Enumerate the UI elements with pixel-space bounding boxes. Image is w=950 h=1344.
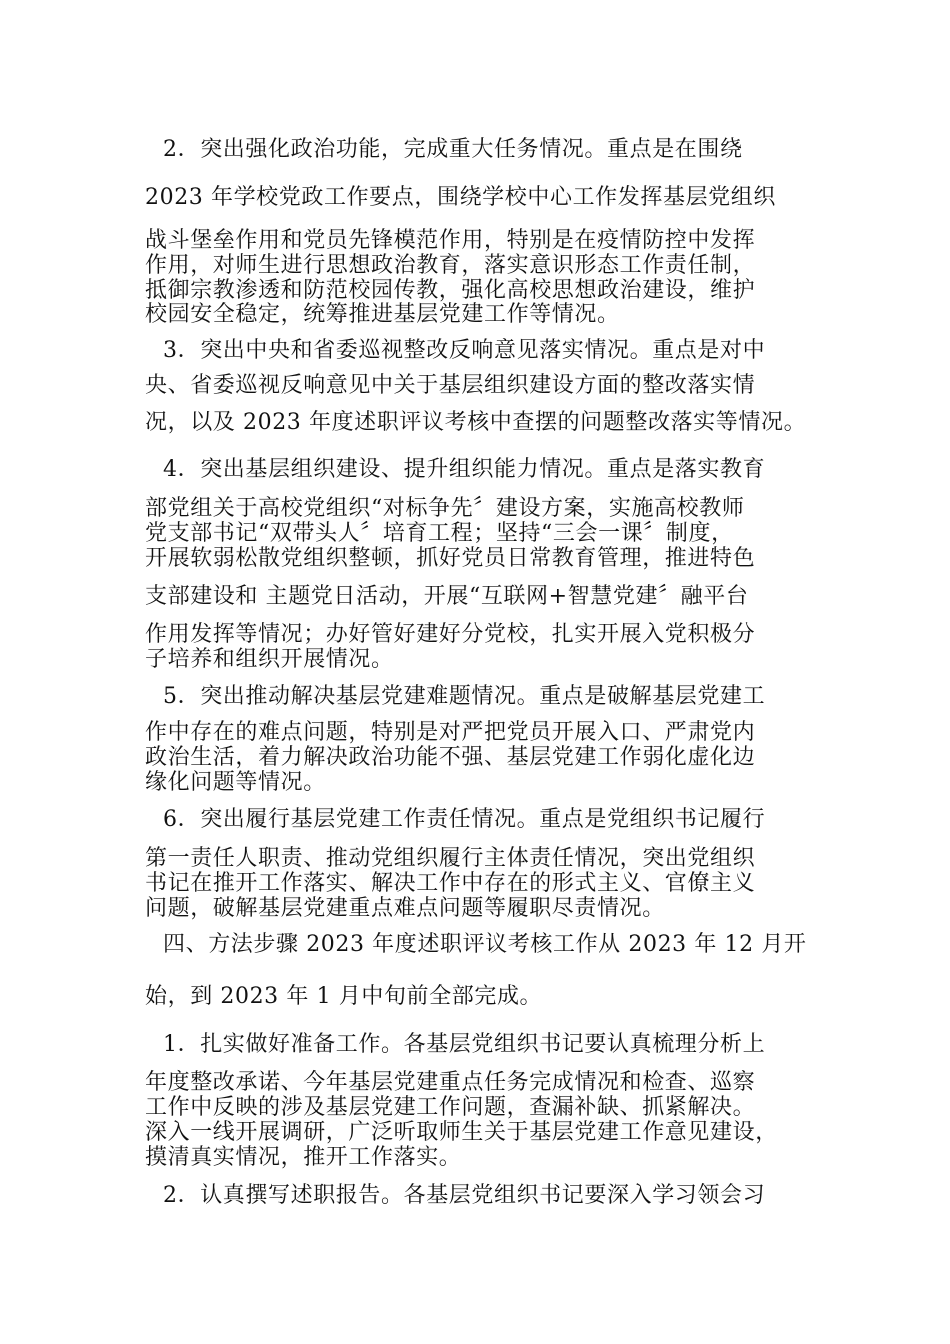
step-1-line-2: 年度整改承诺、今年基层党建重点任务完成情况和检查、巡察 [145, 1070, 756, 1095]
paragraph-6-line-1: 6．突出履行基层党建工作责任情况。重点是党组织书记履行 [163, 807, 766, 832]
step-1-line-5: 摸清真实情况，推开工作落实。 [145, 1145, 462, 1170]
paragraph-2-line-5: 抵御宗教渗透和防范校园传教，强化高校思想政治建设，维护 [145, 278, 756, 303]
paragraph-3-line-3: 况，以及 2023 年度述职评议考核中查摆的问题整改落实等情况。 [145, 410, 807, 435]
paragraph-3-line-2: 央、省委巡视反响意见中关于基层组织建设方面的整改落实情 [145, 373, 756, 398]
step-2-line-1: 2．认真撰写述职报告。各基层党组织书记要深入学习领会习 [163, 1183, 766, 1208]
paragraph-5-line-3: 政治生活，着力解决政治功能不强、基层党建工作弱化虚化边 [145, 745, 756, 770]
paragraph-2-line-4: 作用，对师生进行思想政治教育，落实意识形态工作责任制， [145, 253, 756, 278]
section-4-line-1: 四、方法步骤 2023 年度述职评议考核工作从 2023 年 12 月开 [163, 932, 807, 957]
paragraph-4-line-4: 开展软弱松散党组织整顿，抓好党员日常教育管理，推进特色 [145, 546, 756, 571]
step-1-line-3: 工作中反映的涉及基层党建工作问题，查漏补缺、抓紧解决。 [145, 1095, 756, 1120]
paragraph-3-line-1: 3．突出中央和省委巡视整改反响意见落实情况。重点是对中 [163, 338, 766, 363]
paragraph-2-line-2: 2023 年学校党政工作要点，围绕学校中心工作发挥基层党组织 [145, 185, 776, 210]
paragraph-4-line-2: 部党组关于高校党组织“对标争先〞建设方案，实施高校教师 [145, 496, 745, 521]
paragraph-4-line-5: 支部建设和 主题党日活动，开展“互联网+智慧党建〞融平台 [145, 584, 749, 609]
paragraph-2-line-3: 战斗堡垒作用和党员先锋模范作用，特别是在疫情防控中发挥 [145, 228, 756, 253]
paragraph-6-line-2: 第一责任人职责、推动党组织履行主体责任情况，突出党组织 [145, 846, 756, 871]
paragraph-5-line-4: 缘化问题等情况。 [145, 770, 326, 795]
paragraph-5-line-2: 作中存在的难点问题，特别是对严把党员开展入口、严肃党内 [145, 720, 756, 745]
paragraph-6-line-4: 问题，破解基层党建重点难点问题等履职尽责情况。 [145, 896, 665, 921]
step-1-line-1: 1．扎实做好准备工作。各基层党组织书记要认真梳理分析上 [163, 1032, 766, 1057]
paragraph-4-line-6: 作用发挥等情况；办好管好建好分党校，扎实开展入党积极分 [145, 622, 756, 647]
paragraph-6-line-3: 书记在推开工作落实、解决工作中存在的形式主义、官僚主义 [145, 871, 756, 896]
paragraph-2-line-6: 校园安全稳定，统筹推进基层党建工作等情况。 [145, 302, 620, 327]
section-4-line-2: 始，到 2023 年 1 月中旬前全部完成。 [145, 984, 543, 1009]
step-1-line-4: 深入一线开展调研，广泛听取师生关于基层党建工作意见建设， [145, 1120, 778, 1145]
paragraph-4-line-3: 党支部书记“双带头人〞培育工程；坚持“三会一课〞制度， [145, 521, 734, 546]
paragraph-4-line-1: 4．突出基层组织建设、提升组织能力情况。重点是落实教育 [163, 457, 766, 482]
paragraph-2-line-1: 2．突出强化政治功能，完成重大任务情况。重点是在围绕 [163, 137, 743, 162]
paragraph-4-line-7: 子培养和组织开展情况。 [145, 647, 394, 672]
paragraph-5-line-1: 5．突出推动解决基层党建难题情况。重点是破解基层党建工 [163, 684, 766, 709]
